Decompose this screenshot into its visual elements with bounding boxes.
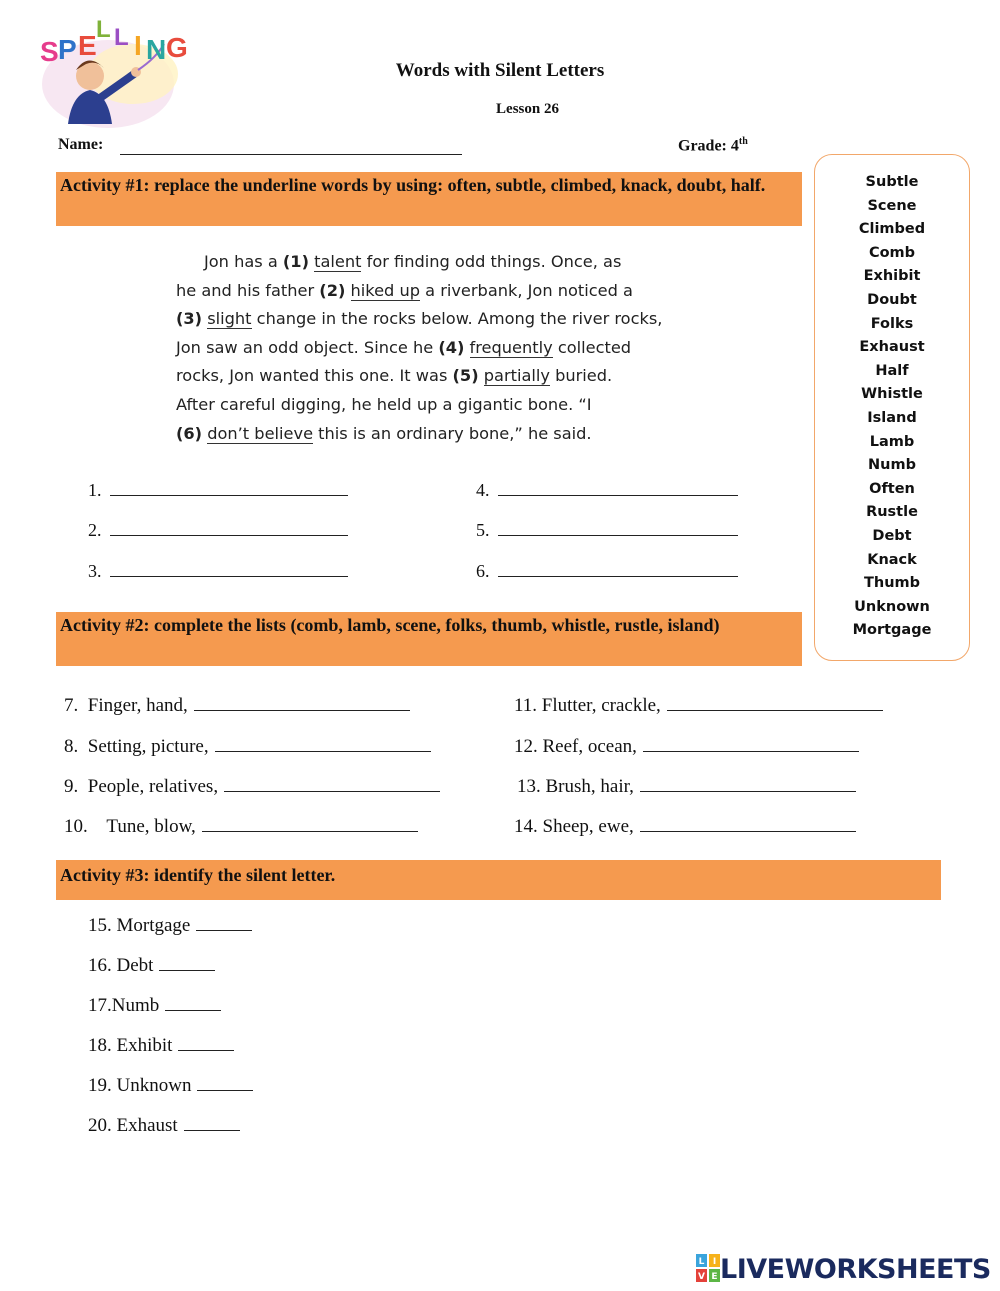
grade-suffix: th — [738, 136, 748, 147]
word-bank-item: Doubt — [867, 291, 917, 308]
answer-3: 3. — [88, 561, 348, 582]
answer-line[interactable] — [498, 575, 738, 577]
underlined-word: slight — [207, 309, 252, 329]
svg-text:V: V — [698, 1272, 705, 1282]
word-bank — [814, 154, 970, 661]
list-item: 7. Finger, hand, — [64, 695, 410, 717]
grade-text: Grade: 4 — [678, 137, 739, 155]
answer-line[interactable] — [184, 1129, 240, 1131]
list-item: 10. Tune, blow, — [64, 816, 418, 838]
answer-line[interactable] — [640, 790, 856, 792]
answer-line[interactable] — [196, 929, 252, 931]
svg-text:I: I — [712, 1257, 717, 1267]
word-bank-item: Debt — [872, 527, 912, 544]
grade-label — [678, 136, 748, 155]
silent-letter-item: 17.Numb — [88, 995, 221, 1017]
page-title: Words with Silent Letters — [395, 60, 605, 81]
answer-line[interactable] — [110, 575, 348, 577]
svg-text:E: E — [711, 1272, 718, 1282]
silent-letter-item: 19. Unknown — [88, 1075, 253, 1097]
activity-1-header: Activity #1: replace the underline words by using: often, subtle, climbed, knack, doubt, half. — [56, 172, 802, 226]
word-bank-list — [815, 155, 969, 643]
liveworksheets-badge-icon — [696, 1254, 720, 1282]
answer-line[interactable] — [640, 830, 856, 832]
list-item: 13. Brush, hair, — [517, 776, 856, 798]
word-bank-item: Folks — [870, 315, 914, 332]
logo-letter: N — [146, 34, 167, 65]
word-bank-item: Subtle — [865, 174, 919, 190]
answer-1: 1. — [88, 480, 348, 501]
answer-line[interactable] — [224, 790, 440, 792]
underlined-word: partially — [483, 366, 550, 386]
reading-passage: Jon has a (1) talent for finding odd things. Once, as he and his father (2) hiked up a riverbank, Jon noticed a (3) slight change in the rocks below. Among the river rocks, Jon saw an odd object. Since he (4) frequently collected rocks, Jon wanted this one. It was (5) partially buried. After careful digging, he held up a gigantic bone. “I (6) don’t believe this is an ordinary bone,” he said. — [176, 252, 663, 443]
word-bank-item: Lamb — [869, 433, 915, 450]
word-bank-item: Scene — [867, 197, 917, 214]
list-item: 12. Reef, ocean, — [514, 736, 859, 758]
answer-line[interactable] — [159, 969, 215, 971]
answer-line[interactable] — [215, 750, 431, 752]
word-bank-item: Whistle — [861, 386, 923, 403]
liveworksheets-brand — [696, 1254, 991, 1285]
underlined-word: frequently — [469, 337, 553, 357]
answer-line[interactable] — [110, 534, 348, 536]
word-bank-item: Unknown — [854, 598, 930, 615]
logo-letter: G — [166, 32, 188, 63]
answer-4: 4. — [476, 480, 738, 501]
list-item: 8. Setting, picture, — [64, 736, 431, 758]
silent-letter-item: 20. Exhaust — [88, 1115, 240, 1137]
name-input-line[interactable] — [120, 154, 462, 155]
underlined-word: hiked up — [350, 280, 420, 300]
answer-5: 5. — [476, 520, 738, 541]
logo-letter: E — [78, 30, 97, 61]
answer-line[interactable] — [667, 709, 883, 711]
brand-name: LIVEWORKSHEETS — [720, 1254, 991, 1285]
answer-line[interactable] — [197, 1089, 253, 1091]
list-item: 14. Sheep, ewe, — [514, 816, 856, 838]
answer-line[interactable] — [498, 494, 738, 496]
answer-line[interactable] — [498, 534, 738, 536]
word-bank-item: Comb — [868, 244, 916, 261]
answer-2: 2. — [88, 520, 348, 541]
word-bank-item: Knack — [867, 551, 917, 568]
logo-letter: I — [134, 30, 142, 61]
word-bank-item: Exhaust — [859, 339, 925, 356]
answer-6: 6. — [476, 561, 738, 582]
word-bank-item: Often — [869, 480, 915, 497]
answer-line[interactable] — [110, 494, 348, 496]
svg-text:L: L — [698, 1257, 705, 1267]
activity-3-header: Activity #3: identify the silent letter. — [56, 860, 941, 900]
silent-letter-item: 16. Debt — [88, 955, 215, 977]
list-item: 11. Flutter, crackle, — [514, 695, 883, 717]
logo-letter: L — [114, 24, 129, 51]
answer-line[interactable] — [194, 709, 410, 711]
word-bank-item: Mortgage — [852, 622, 932, 639]
logo-letter: P — [58, 34, 77, 65]
word-bank-item: Half — [875, 362, 909, 379]
word-bank-item: Exhibit — [863, 268, 921, 285]
word-bank-item: Climbed — [858, 221, 926, 238]
word-bank-item: Thumb — [863, 575, 921, 592]
word-bank-item: Island — [867, 409, 917, 426]
underlined-word: talent — [314, 252, 362, 271]
word-bank-item: Rustle — [866, 504, 918, 521]
answer-line[interactable] — [178, 1049, 234, 1051]
silent-letter-item: 15. Mortgage — [88, 915, 252, 937]
answer-line[interactable] — [643, 750, 859, 752]
answer-line[interactable] — [165, 1009, 221, 1011]
logo-letter: S — [40, 36, 59, 67]
activity-2-header: Activity #2: complete the lists (comb, lamb, scene, folks, thumb, whistle, rustle, island) — [56, 612, 802, 666]
lesson-label: Lesson 26 — [496, 101, 559, 117]
logo-letter: L — [96, 16, 111, 43]
underlined-word: don’t believe — [207, 423, 314, 443]
answer-line[interactable] — [202, 830, 418, 832]
word-bank-item: Numb — [868, 457, 916, 474]
name-label: Name: — [58, 136, 104, 153]
list-item: 9. People, relatives, — [64, 776, 440, 798]
silent-letter-item: 18. Exhibit — [88, 1035, 234, 1057]
